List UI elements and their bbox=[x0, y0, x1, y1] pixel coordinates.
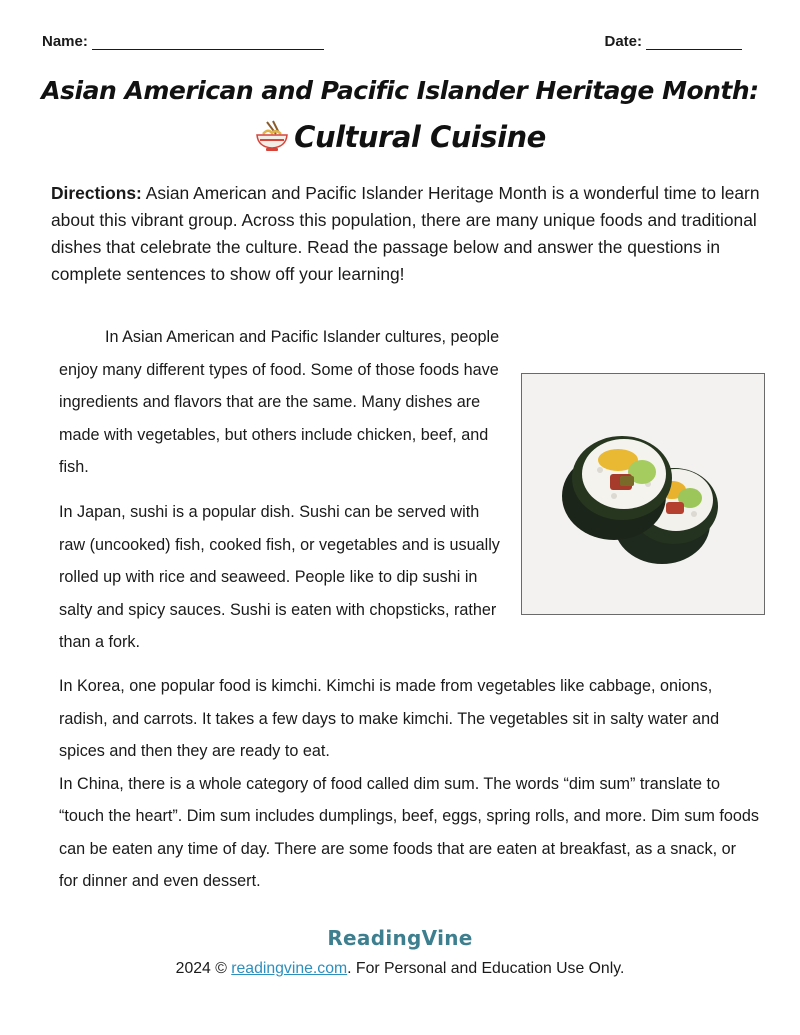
readingvine-logo: ReadingVine bbox=[327, 926, 473, 950]
directions-block bbox=[51, 180, 769, 288]
page-title-text: Cultural Cuisine bbox=[294, 120, 546, 154]
passage-paragraph-1-text: In Asian American and Pacific Islander cultures, people enjoy many different types of food. Some of those foods have ingredients and flavors that are the same. Many dishes are made with vegetables, but others include chicken, beef, and fish. bbox=[59, 328, 500, 476]
sushi-rolls-icon bbox=[522, 374, 764, 614]
passage-paragraph-1 bbox=[59, 321, 509, 484]
copyright-line bbox=[0, 960, 800, 978]
directions-label: Directions: bbox=[51, 183, 142, 203]
noodle-bowl-icon bbox=[254, 120, 290, 152]
readingvine-link[interactable]: readingvine.com bbox=[231, 960, 348, 977]
copyright-year: 2024 © bbox=[175, 960, 227, 977]
sushi-illustration bbox=[521, 373, 765, 615]
passage-paragraph-2: In Japan, sushi is a popular dish. Sushi can be served with raw (uncooked) fish, cooked fish, or vegetables and is usually rolled up with rice and seaweed. People like to dip sushi in salty and spicy sauces. Sushi is eaten with chopsticks, rather than a fork. bbox=[59, 503, 500, 651]
name-field[interactable] bbox=[42, 33, 324, 50]
date-label: Date: bbox=[604, 33, 642, 50]
name-blank-line[interactable] bbox=[92, 33, 324, 50]
page-title-line-1: Asian American and Pacific Islander Heritage Month: bbox=[41, 76, 759, 105]
passage-paragraphs-lower bbox=[59, 670, 759, 898]
copyright-rest: . For Personal and Education Use Only. bbox=[347, 960, 625, 977]
directions-text: Asian American and Pacific Islander Heritage Month is a wonderful time to learn about this vibrant group. Across this population, there are many unique foods and traditional dishes that celebrate the culture. Read the passage below and answer the questions in complete sentences to show off your learning! bbox=[51, 183, 760, 284]
passage-paragraph-3: In Korea, one popular food is kimchi. Kimchi is made from vegetables like cabbage, onions, radish, and carrots. It takes a few days to make kimchi. The vegetables sit in salty water and spices and then they are ready to eat. bbox=[59, 677, 720, 760]
date-blank-line[interactable] bbox=[646, 33, 742, 50]
header-fields bbox=[42, 33, 742, 55]
page-title-line-2 bbox=[0, 120, 800, 154]
date-field[interactable] bbox=[604, 33, 742, 50]
passage-paragraph-4: In China, there is a whole category of food called dim sum. The words “dim sum” translate to “touch the heart”. Dim sum includes dumplings, beef, eggs, spring rolls, and more. Dim sum foods can be eaten any time of day. There are some foods that are eaten at breakfast, as a snack, or for dinner and even dessert. bbox=[59, 774, 759, 890]
name-label: Name: bbox=[42, 33, 88, 50]
